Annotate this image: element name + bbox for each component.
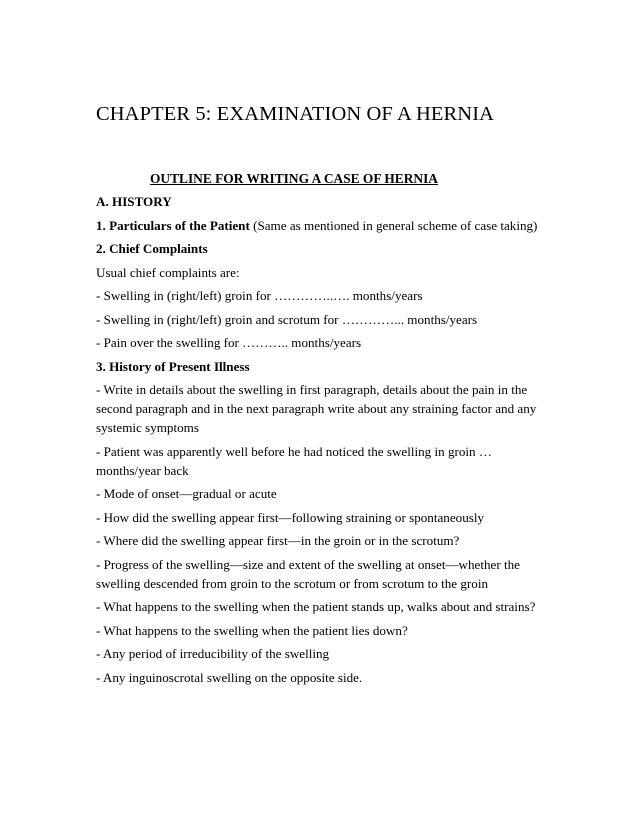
present-illness-point: - How did the swelling appear first—following straining or spontaneously bbox=[96, 509, 485, 525]
present-illness-heading: 3. History of Present Illness bbox=[96, 358, 250, 374]
section-a-heading: A. HISTORY bbox=[96, 194, 172, 209]
present-illness-point: - Patient was apparently well before he had noticed the swelling in groin … months/year back bbox=[96, 443, 492, 478]
particulars-text: (Same as mentioned in general scheme of case taking) bbox=[249, 217, 538, 233]
complaint-item: - Swelling in (right/left) groin and scrotum for …………... months/years bbox=[96, 311, 478, 327]
present-illness-point: - Progress of the swelling—size and extent of the swelling at onset—whether the swelling descended from groin to the scrotum or from scrotum to the groin bbox=[96, 556, 520, 591]
particulars-heading: 1. Particulars of the Patient bbox=[96, 217, 250, 233]
complaint-item: - Swelling in (right/left) groin for …………..…. months/years bbox=[96, 288, 423, 303]
present-illness-point: - Any period of irreducibility of the swelling bbox=[96, 646, 330, 661]
present-illness-point: - Mode of onset—gradual or acute bbox=[96, 486, 277, 501]
present-illness-point: - Any inguinoscrotal swelling on the opposite side. bbox=[96, 669, 363, 685]
complaint-item: - Pain over the swelling for ……….. months/years bbox=[96, 335, 362, 350]
present-illness-point: - What happens to the swelling when the patient stands up, walks about and strains? bbox=[96, 599, 536, 614]
chapter-title: CHAPTER 5: EXAMINATION OF A HERNIA bbox=[96, 103, 495, 125]
outline-heading: OUTLINE FOR WRITING A CASE OF HERNIA bbox=[150, 171, 438, 186]
document-body bbox=[96, 192, 546, 691]
present-illness-point: - What happens to the swelling when the patient lies down? bbox=[96, 622, 408, 638]
present-illness-point: - Where did the swelling appear first—in the groin or in the scrotum? bbox=[96, 533, 460, 548]
particulars-paragraph bbox=[96, 216, 546, 235]
present-illness-point: - Write in details about the swelling in first paragraph, details about the pain in the second paragraph and in the next paragraph write about any straining factor and any systemic symptoms bbox=[96, 382, 537, 435]
chief-complaints-intro: Usual chief complaints are: bbox=[96, 264, 240, 280]
chief-complaints-heading: 2. Chief Complaints bbox=[96, 241, 208, 256]
